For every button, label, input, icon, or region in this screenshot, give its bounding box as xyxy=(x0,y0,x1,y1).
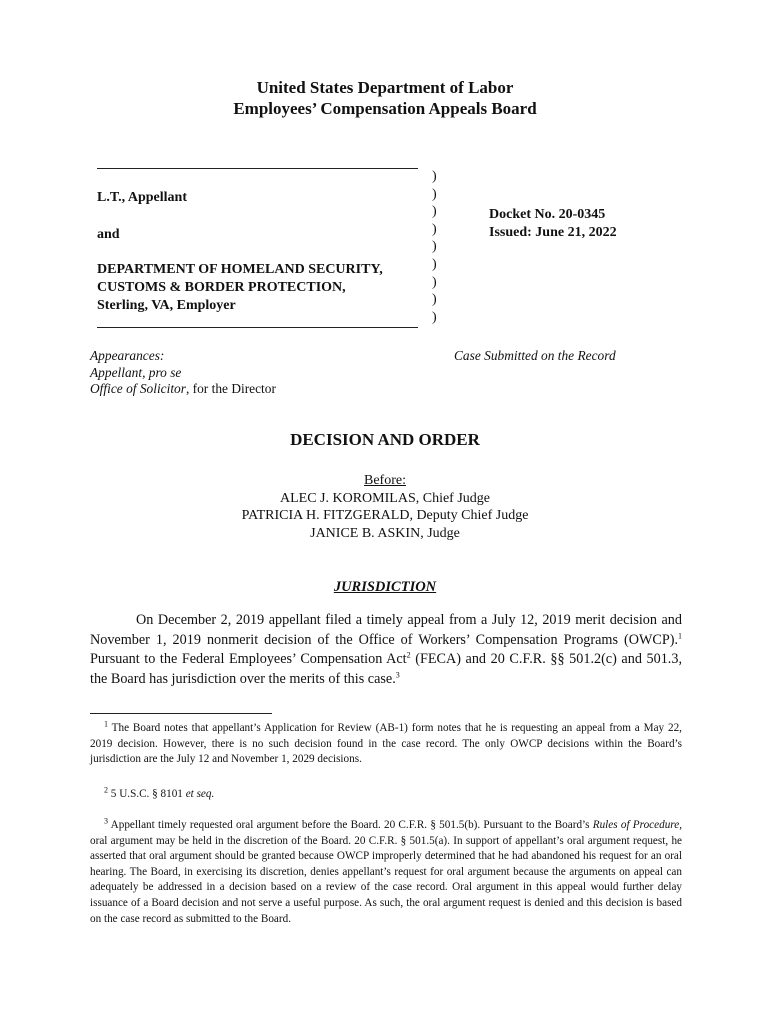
employer-line-2: CUSTOMS & BORDER PROTECTION, xyxy=(97,280,346,295)
employer-line-1: DEPARTMENT OF HOMELAND SECURITY, xyxy=(97,262,383,277)
paren-7: ) xyxy=(432,274,437,290)
solicitor-role: , for the Director xyxy=(185,381,276,396)
jurisdiction-text-3: (FECA) and 20 C.F.R. §§ 501.2(c) and 501.3, the Board has jurisdiction over the merits of this case. xyxy=(90,651,682,687)
agency-line-2: Employees’ Compensation Appeals Board xyxy=(233,99,537,118)
footnote-ref-3[interactable]: 3 xyxy=(395,669,400,679)
footnote-3-text-a: Appellant timely requested oral argument before the Board. 20 C.F.R. § 501.5(b). Pursuant to the Board’s xyxy=(110,819,593,831)
appearances-appellant: Appellant, pro se xyxy=(90,364,182,380)
judge-2: PATRICIA H. FITZGERALD, Deputy Chief Judge xyxy=(241,508,529,523)
footnote-1-text: The Board notes that appellant’s Application for Review (AB-1) form notes that he is requesting an appeal from a May 22, 2019 decision. However, there is no such decision found in the case record. The only OWCP decisions within the Board’s jurisdiction are the July 12 and November 1, 2029 decisions. xyxy=(90,722,682,766)
solicitor-office: Office of Solicitor xyxy=(90,381,186,396)
footnote-1 xyxy=(90,721,682,768)
appearances-label: Appearances: xyxy=(90,348,165,363)
paren-3: ) xyxy=(432,204,437,220)
judge-3: JANICE B. ASKIN, Judge xyxy=(310,525,460,541)
jurisdiction-heading: JURISDICTION xyxy=(333,579,437,595)
appellant-name: L.T., Appellant xyxy=(97,190,187,205)
decision-title: DECISION AND ORDER xyxy=(290,430,480,449)
jurisdiction-text-1: On December 2, 2019 appellant filed a timely appeal from a July 12, 2019 merit decision and November 1, 2019 nonmerit decision of the Office of Workers’ Compensation Programs (OWCP). xyxy=(90,612,682,648)
footnote-2-text: 5 U.S.C. § 8101 xyxy=(110,788,186,800)
agency-line-1: United States Department of Labor xyxy=(256,78,514,97)
docket-number: Docket No. 20-0345 xyxy=(489,207,606,222)
footnote-3-italic: Rules of Procedure xyxy=(592,819,680,831)
before-label: Before: xyxy=(364,473,406,488)
footnote-1-number: 1 xyxy=(104,719,108,729)
footnote-3-number: 3 xyxy=(104,816,108,826)
paren-8: ) xyxy=(432,292,437,308)
paren-2: ) xyxy=(432,186,437,202)
footnote-3 xyxy=(90,818,682,927)
paren-4: ) xyxy=(432,221,437,237)
agency-title xyxy=(0,77,770,119)
docket-info xyxy=(489,206,617,242)
employer-name xyxy=(97,261,383,315)
footnote-separator xyxy=(90,713,272,714)
footnote-2 xyxy=(90,787,682,803)
paren-9: ) xyxy=(432,309,437,325)
caption-top-rule xyxy=(97,168,418,169)
issued-date: Issued: June 21, 2022 xyxy=(489,225,617,240)
footnote-ref-2[interactable]: 2 xyxy=(406,650,411,660)
paren-6: ) xyxy=(432,256,437,272)
footnote-3-text-b: , oral argument may be held in the discretion of the Board. 20 C.F.R. § 501.5(a). In support of appellant’s oral argument request, he asserted that oral argument should be granted because OWCP improperly determined that he had abandoned his request for an oral hearing. The Board, in exercising its discretion, denies appellant’s request for oral argument because the arguments on appeal can adequately be addressed in a decision based on a review of the case record. Oral argument in this appeal would further delay issuance of a Board decision and not serve a useful purpose. As such, the oral argument request is denied and this decision is based on the case record as submitted to the Board. xyxy=(90,819,682,925)
footnote-2-number: 2 xyxy=(104,785,108,795)
paren-1: ) xyxy=(432,169,437,184)
paren-5: ) xyxy=(432,239,437,255)
judge-1: ALEC J. KOROMILAS, Chief Judge xyxy=(280,490,490,506)
caption-and: and xyxy=(97,227,120,242)
footnote-ref-1[interactable]: 1 xyxy=(678,630,682,640)
appearances-solicitor xyxy=(90,381,276,398)
footnote-2-italic: et seq. xyxy=(185,788,215,800)
jurisdiction-paragraph xyxy=(90,611,682,689)
case-submitted: Case Submitted on the Record xyxy=(454,348,616,363)
appearances xyxy=(90,348,276,398)
caption-bottom-rule xyxy=(97,327,418,328)
employer-line-3: Sterling, VA, Employer xyxy=(97,298,236,313)
panel-judges xyxy=(0,472,770,542)
jurisdiction-text-2: Pursuant to the Federal Employees’ Compensation Act xyxy=(90,651,407,667)
caption-parens xyxy=(432,168,442,326)
